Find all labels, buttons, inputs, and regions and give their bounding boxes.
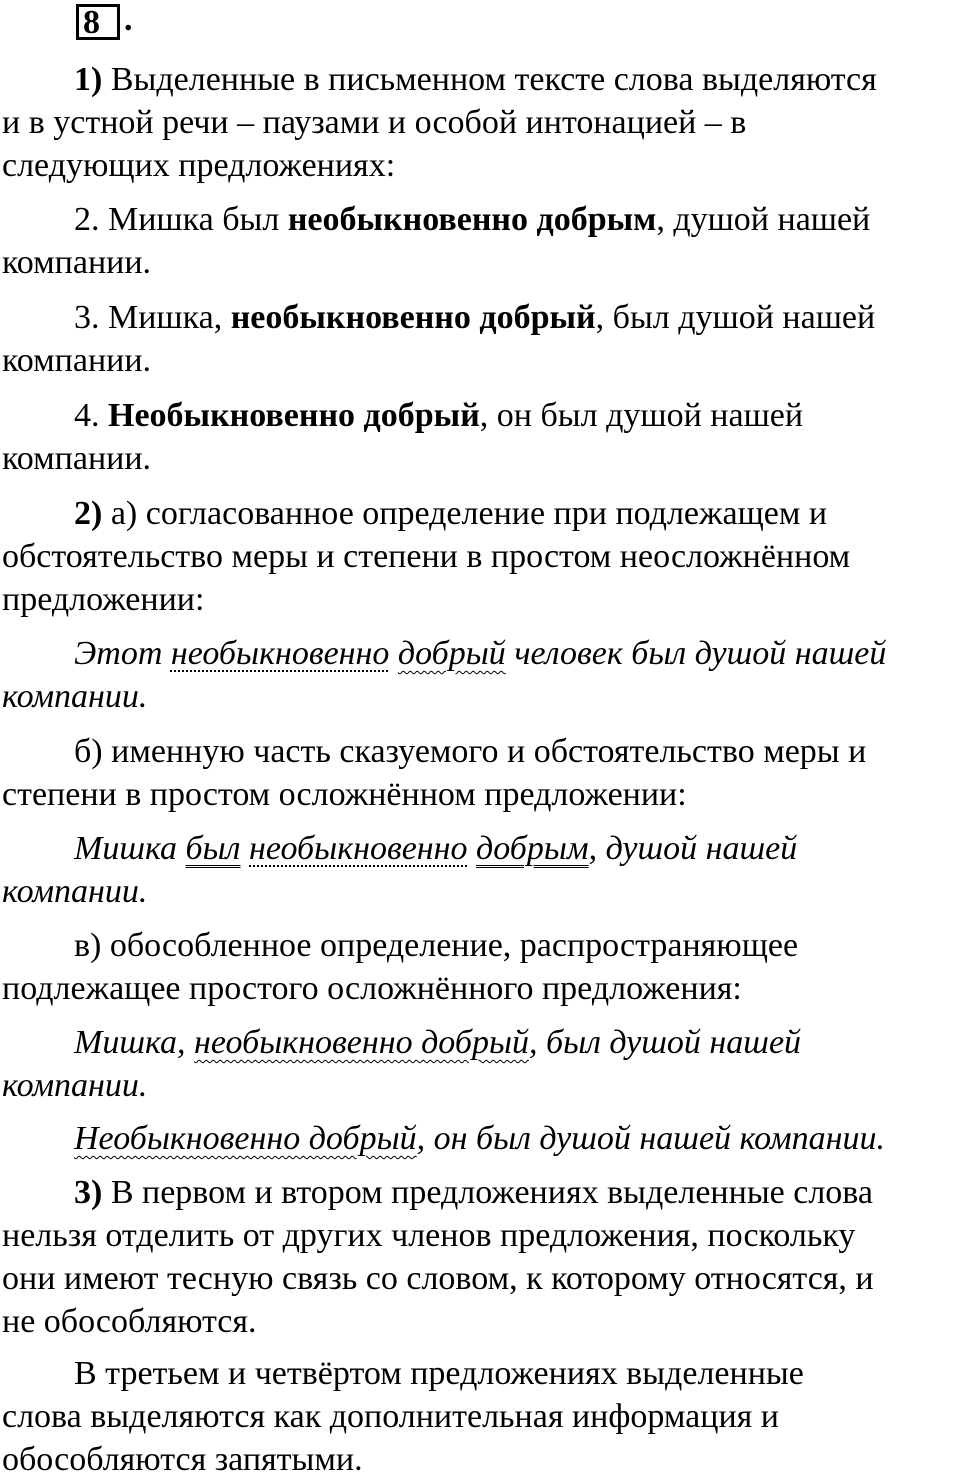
exv1-line2: компании. [2,1067,148,1104]
p4-line1: В третьем и четвёртом предложениях выделенные [74,1355,804,1392]
s4-post: , он был душой нашей [479,397,804,434]
p3-line1: В первом и втором предложениях выделенные слова [102,1174,874,1211]
exv2-participle: Необыкновенно добрый [74,1120,417,1157]
pb-line2: степени в простом осложнённом предложении: [2,776,687,813]
exv2-w2: , он был душой нашей компании. [416,1120,885,1157]
task-number-dot: . [124,1,133,38]
paragraph-1 [2,58,958,187]
p1-line1: Выделенные в письменном тексте слова выделяются [102,61,877,98]
label-1: 1) [74,61,103,98]
exv1-w1: Мишка, [74,1024,195,1061]
p3-line3: они имеют тесную связь со словом, к которому относятся, и [2,1260,874,1297]
paragraph-v [2,924,958,1010]
pv-line1: в) обособленное определение, распространяющее [74,927,799,964]
task-number: 8 [83,4,100,41]
example-a [2,632,958,718]
paragraph-b [2,730,958,816]
paragraph-2 [2,492,958,621]
pv-line2: подлежащее простого осложнённого предложения: [2,970,742,1007]
example-v1 [2,1021,958,1107]
s4-pre: 4. [74,397,108,434]
s3-line2: компании. [2,342,152,379]
p3-line4: не обособляются. [2,1303,257,1340]
label-3: 3) [74,1174,103,1211]
exa-space [389,635,398,672]
exb-space2 [468,830,477,867]
sentence-4 [2,394,958,480]
s2-pre: 2. Мишка был [74,201,288,238]
s3-pre: 3. Мишка, [74,299,231,336]
task-number-box [76,4,120,40]
exb-verb: был [185,830,241,867]
p4-line2: слова выделяются как дополнительная информация и [2,1398,779,1435]
exa-w1: Этот [74,635,171,672]
exb-line2: компании. [2,873,148,910]
paragraph-3 [2,1171,958,1343]
s4-bold: Необыкновенно добрый [108,397,480,434]
exb-w7: , душой нашей [588,830,798,867]
label-2: 2) [74,495,103,532]
exa-adjective: добрый [397,635,506,672]
exb-space1 [241,830,250,867]
s2-line2: компании. [2,244,152,281]
p2-line2: обстоятельство меры и степени в простом неосложнённом [2,538,851,575]
exb-w1: Мишка [74,830,186,867]
s2-post: , душой нашей [656,201,871,238]
pb-line1: б) именную часть сказуемого и обстоятельство меры и [74,733,867,770]
p3-line2: нельзя отделить от других членов предложения, поскольку [2,1217,856,1254]
p4-line3: обособляются запятыми. [2,1441,363,1478]
s4-line2: компании. [2,440,152,477]
example-b [2,827,958,913]
exv1-participle: необыкновенно добрый [194,1024,529,1061]
exv1-w3: , был душой нашей [528,1024,802,1061]
exa-line2: компании. [2,678,148,715]
sentence-3 [2,296,958,382]
s2-bold: необыкновенно добрым [287,201,657,238]
p1-line3: следующих предложениях: [2,147,396,184]
exb-predicate: добрым [476,830,589,867]
s3-bold: необыкновенно добрый [230,299,596,336]
example-v2 [2,1117,958,1160]
p1-line2: и в устной речи – паузами и особой интонацией – в [2,104,747,141]
p2-line3: предложении: [2,581,205,618]
s3-post: , был душой нашей [595,299,876,336]
paragraph-4 [2,1352,958,1481]
exb-adverb: необыкновенно [249,830,468,867]
sentence-2 [2,198,958,284]
p2-line1: а) согласованное определение при подлежащем и [102,495,828,532]
exa-adverb: необыкновенно [170,635,390,672]
exa-w5: человек был душой нашей [505,635,887,672]
